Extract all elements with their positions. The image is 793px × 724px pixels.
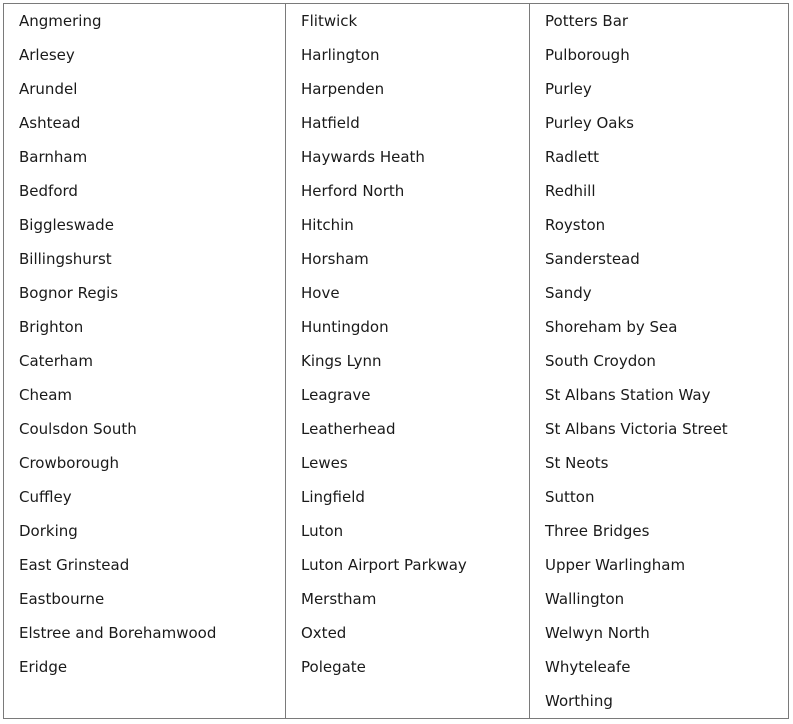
station-name: Caterham (19, 352, 93, 370)
station-name: Pulborough (545, 46, 630, 64)
station-name: Cheam (19, 386, 73, 404)
station-name: Hatfield (301, 114, 360, 132)
station-name: St Albans Victoria Street (545, 420, 728, 438)
station-name: Lingfield (301, 488, 365, 506)
station-name: Herford North (301, 182, 405, 200)
station-name: Leatherhead (301, 420, 396, 438)
station-name: Huntingdon (301, 318, 389, 336)
station-name: Radlett (545, 148, 599, 166)
station-name: East Grinstead (19, 556, 130, 574)
station-name: Flitwick (301, 12, 358, 30)
station-name: Ashtead (19, 114, 81, 132)
station-name: Redhill (545, 182, 596, 200)
station-name: Sutton (545, 488, 595, 506)
station-name: Worthing (545, 692, 613, 710)
station-name: Shoreham by Sea (545, 318, 678, 336)
station-name: Polegate (301, 658, 366, 676)
station-name: Oxted (301, 624, 347, 642)
station-name: Sanderstead (545, 250, 640, 268)
station-table (3, 3, 789, 719)
station-name: Lewes (301, 454, 348, 472)
station-name: Luton (301, 522, 344, 540)
station-name: Billingshurst (19, 250, 112, 268)
station-name: Merstham (301, 590, 377, 608)
station-name: Barnham (19, 148, 88, 166)
station-name: Welwyn North (545, 624, 650, 642)
station-name: Leagrave (301, 386, 371, 404)
station-name: Haywards Heath (301, 148, 425, 166)
station-name: Eridge (19, 658, 68, 676)
station-name: St Neots (545, 454, 609, 472)
station-column-1 (4, 4, 285, 718)
station-name: Purley Oaks (545, 114, 634, 132)
station-name: Upper Warlingham (545, 556, 686, 574)
station-name: Bedford (19, 182, 78, 200)
station-name: Hove (301, 284, 340, 302)
station-name: St Albans Station Way (545, 386, 711, 404)
station-name: Three Bridges (545, 522, 650, 540)
station-name: Hitchin (301, 216, 354, 234)
station-name: Kings Lynn (301, 352, 382, 370)
station-column-2 (285, 4, 529, 718)
station-name: Brighton (19, 318, 84, 336)
station-name: Crowborough (19, 454, 120, 472)
station-name: Wallington (545, 590, 625, 608)
station-name: Arlesey (19, 46, 75, 64)
station-name: Dorking (19, 522, 78, 540)
station-name: Cuffley (19, 488, 72, 506)
station-name: Potters Bar (545, 12, 629, 30)
station-name: Biggleswade (19, 216, 114, 234)
station-name: Arundel (19, 80, 78, 98)
station-column-3 (529, 4, 788, 718)
station-name: Harpenden (301, 80, 385, 98)
station-name: Angmering (19, 12, 102, 30)
station-name: Sandy (545, 284, 592, 302)
station-name: Royston (545, 216, 606, 234)
station-name: South Croydon (545, 352, 656, 370)
station-name: Eastbourne (19, 590, 105, 608)
station-name: Purley (545, 80, 592, 98)
station-name: Luton Airport Parkway (301, 556, 467, 574)
station-name: Elstree and Borehamwood (19, 624, 217, 642)
station-name: Whyteleafe (545, 658, 631, 676)
station-name: Horsham (301, 250, 369, 268)
station-name: Coulsdon South (19, 420, 137, 438)
station-name: Bognor Regis (19, 284, 119, 302)
station-name: Harlington (301, 46, 380, 64)
